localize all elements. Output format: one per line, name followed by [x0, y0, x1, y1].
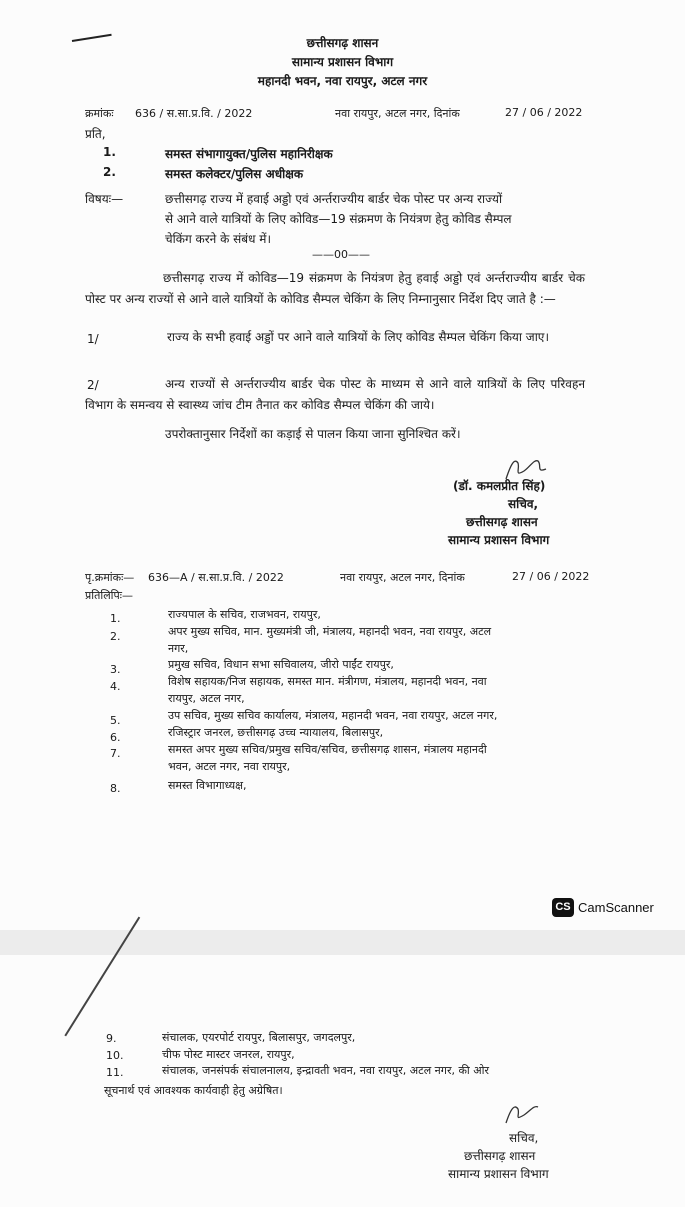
copy-item-text: समस्त अपर मुख्य सचिव/प्रमुख सचिव/सचिव, छत्तीसगढ़ शासन, मंत्रालय महानदी — [168, 743, 487, 756]
separator: ——00—— — [312, 248, 370, 261]
signatory-govt: छत्तीसगढ़ शासन — [464, 1149, 536, 1163]
to-item-num: 2. — [103, 165, 116, 179]
copy-item-text: राज्यपाल के सचिव, राजभवन, रायपुर, — [168, 608, 321, 621]
copy-item-num: 9. — [106, 1032, 117, 1045]
subject-line: छत्तीसगढ़ राज्य में हवाई अड्डो एवं अर्न्तराज्यीय बार्डर चेक पोस्ट पर अन्य राज्यों — [165, 192, 503, 206]
copy-item-text: संचालक, एयरपोर्ट रायपुर, बिलासपुर, जगदलपुर, — [162, 1031, 356, 1044]
intro-paragraph: छत्तीसगढ़ राज्य में कोविड—19 संक्रमण के नियंत्रण हेतु हवाई अड्डो एवं अर्न्तराज्यीय बार्डर चेक पोस्ट पर अन्य राज्यों से आने वाले यात्रियों के कोविड सैम्पल चेकिंग के लिए निम्नानुसार निर्देश दिए जाते है :— — [85, 271, 585, 306]
signatory-dept: सामान्य प्रशासन विभाग — [448, 1167, 549, 1181]
header-address: महानदी भवन, नवा रायपुर, अटल नगर — [257, 74, 428, 88]
ref-date: 27 / 06 / 2022 — [505, 106, 583, 119]
subject-line: चेकिंग करने के संबंध में। — [165, 232, 272, 246]
copy-item-num: 8. — [110, 782, 121, 795]
copy-item-num: 2. — [110, 630, 121, 643]
to-item-text: समस्त संभागायुक्त/पुलिस महानिरीक्षक — [165, 147, 333, 161]
signatory-dept: सामान्य प्रशासन विभाग — [448, 533, 550, 547]
copy-label: प्रतिलिपिः— — [85, 589, 134, 602]
camscanner-watermark: CamScanner — [578, 900, 654, 915]
copy-item-text: भवन, अटल नगर, नवा रायपुर, — [168, 760, 291, 773]
copy-item-num: 10. — [106, 1049, 124, 1062]
to-item-num: 1. — [103, 145, 116, 159]
endorsement-place-date: नवा रायपुर, अटल नगर, दिनांक — [340, 571, 465, 584]
signatory-title: सचिव, — [508, 497, 539, 511]
copy-item-text: समस्त विभागाध्यक्ष, — [168, 779, 247, 792]
to-item-text: समस्त कलेक्टर/पुलिस अधीक्षक — [165, 167, 304, 181]
header-dept: सामान्य प्रशासन विभाग — [291, 55, 394, 69]
ref-label: क्रमांकः — [85, 107, 114, 120]
copy-item-num: 1. — [110, 612, 121, 625]
endorsement-date: 27 / 06 / 2022 — [512, 570, 590, 583]
closing-instruction: उपरोक्तानुसार निर्देशों का कड़ाई से पालन किया जाना सुनिश्चित करें। — [165, 427, 461, 441]
copy-item-num: 4. — [110, 680, 121, 693]
copy-item-num: 6. — [110, 731, 121, 744]
copy-item-num: 7. — [110, 747, 121, 760]
subject-line: से आने वाले यात्रियों के लिए कोविड—19 संक्रमण के नियंत्रण हेतु कोविड सैम्पल — [165, 212, 512, 226]
copy-item-text: प्रमुख सचिव, विधान सभा सचिवालय, जीरो पाईंट रायपुर, — [168, 658, 394, 671]
page-gap — [0, 930, 685, 955]
signatory-name: (डॉ. कमलप्रीत सिंह) — [453, 479, 546, 493]
copy-item-num: 11. — [106, 1066, 124, 1079]
point-2-number: 2/ — [87, 378, 99, 392]
to-label: प्रति, — [85, 127, 106, 141]
copy-item-text: रजिस्ट्रार जनरल, छत्तीसगढ़ उच्च न्यायालय, बिलासपुर, — [168, 726, 384, 739]
copy-item-text: विशेष सहायक/निज सहायक, समस्त मान. मंत्रीगण, मंत्रालय, महानदी भवन, नवा — [168, 675, 487, 688]
copy-item-num: 3. — [110, 663, 121, 676]
ref-place-date: नवा रायपुर, अटल नगर, दिनांक — [335, 107, 460, 120]
endorsement-number: 636—A / स.सा.प्र.वि. / 2022 — [148, 571, 284, 584]
handwritten-signature — [498, 1097, 548, 1131]
camscanner-logo-icon: CS — [552, 898, 574, 917]
copy-item-num: 5. — [110, 714, 121, 727]
subject-label: विषयः— — [85, 192, 124, 206]
copy-item-text: उप सचिव, मुख्य सचिव कार्यालय, मंत्रालय, महानदी भवन, नवा रायपुर, अटल नगर, — [168, 709, 498, 722]
copy-item-text: नगर, — [168, 642, 189, 655]
document-page-2 — [0, 955, 685, 1207]
ref-number: 636 / स.सा.प्र.वि. / 2022 — [135, 107, 253, 120]
point-1-number: 1/ — [87, 332, 99, 346]
point-2-text: अन्य राज्यों से अर्न्तराज्यीय बार्डर चेक पोस्ट के माध्यम से आने वाले यात्रियों के लिए परिवहन विभाग के समन्वय से स्वास्थ्य जांच टीम तैनात कर कोविड सैम्पल चेकिंग की जाये। — [85, 377, 585, 412]
copy-item-text: संचालक, जनसंपर्क संचालनालय, इन्द्रावती भवन, नवा रायपुर, अटल नगर, की ओर — [162, 1064, 490, 1077]
continuation-text: सूचनार्थ एवं आवश्यक कार्यवाही हेतु अग्रेषित। — [104, 1084, 283, 1097]
signatory-title: सचिव, — [509, 1131, 539, 1145]
point-1-text: राज्य के सभी हवाई अड्डों पर आने वाले यात्रियों के लिए कोविड सैम्पल चेकिंग किया जाए। — [167, 330, 549, 344]
copy-item-text: अपर मुख्य सचिव, मान. मुख्यमंत्री जी, मंत्रालय, महानदी भवन, नवा रायपुर, अटल — [168, 625, 492, 638]
signatory-govt: छत्तीसगढ़ शासन — [466, 515, 538, 529]
header-govt: छत्तीसगढ़ शासन — [306, 36, 379, 50]
copy-item-text: चीफ पोस्ट मास्टर जनरल, रायपुर, — [162, 1048, 295, 1061]
copy-item-text: रायपुर, अटल नगर, — [168, 692, 245, 705]
endorsement-label: पृ.क्रमांकः— — [85, 571, 135, 584]
